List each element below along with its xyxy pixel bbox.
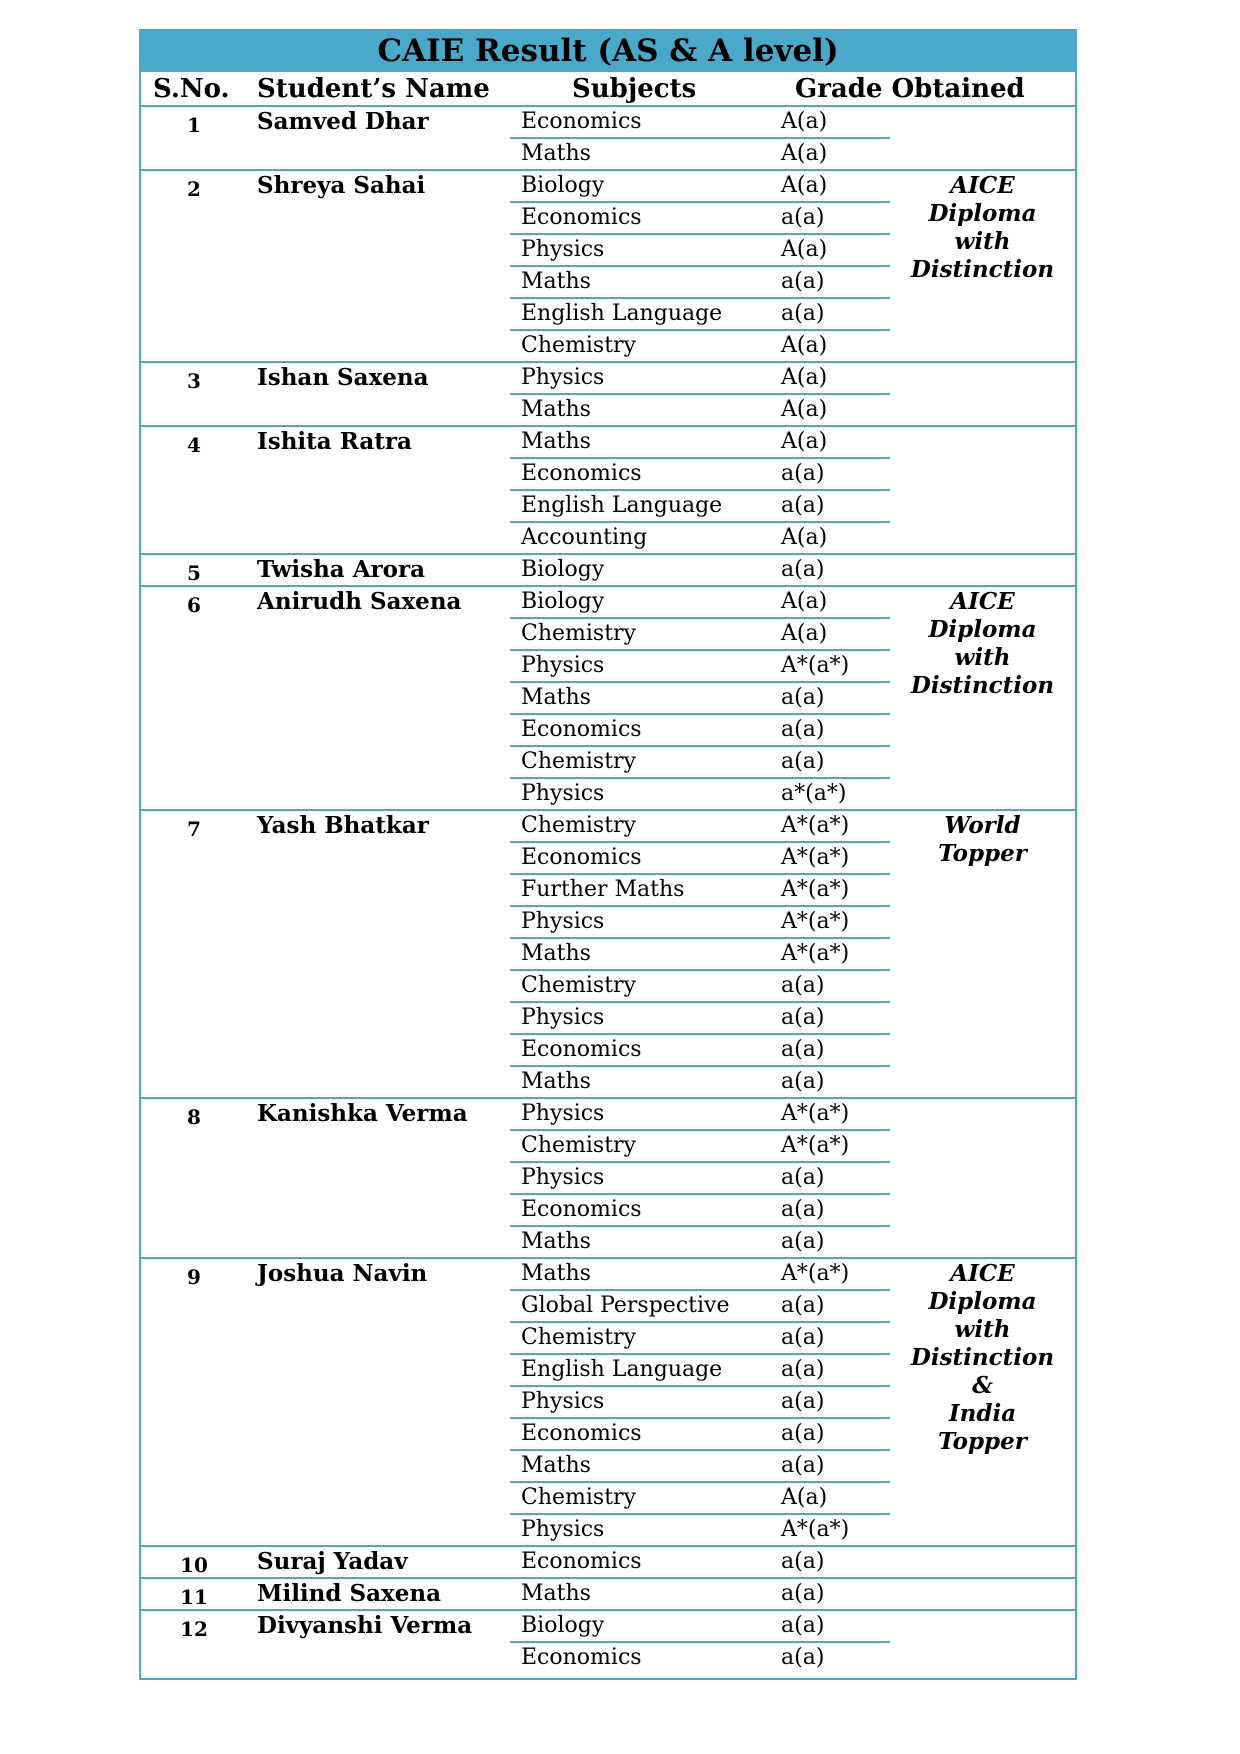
remark-line: Diploma: [928, 616, 1037, 643]
subject-row: [510, 555, 890, 587]
subject-name: Maths: [521, 1229, 591, 1254]
subject-name: Maths: [521, 141, 591, 166]
subject-name: Global Perspective: [521, 1293, 730, 1318]
subject-name: English Language: [521, 1357, 723, 1382]
subject-row: [510, 683, 890, 715]
student-group: [141, 1611, 1075, 1675]
subject-name: Physics: [521, 365, 605, 390]
grade-value: A(a): [781, 333, 828, 358]
student-name: Samved Dhar: [257, 108, 429, 135]
student-name: Kanishka Verma: [257, 1100, 468, 1127]
student-group: [141, 107, 1075, 171]
grade-value: a(a): [781, 1453, 825, 1478]
grade-value: a(a): [781, 1357, 825, 1382]
student-name: Divyanshi Verma: [257, 1612, 473, 1639]
subject-name: Maths: [521, 1581, 591, 1606]
subject-name: Further Maths: [521, 877, 685, 902]
subject-name: Maths: [521, 1453, 591, 1478]
grade-value: a(a): [781, 1613, 825, 1638]
subject-name: Biology: [521, 589, 605, 614]
student-group: [141, 1579, 1075, 1611]
grade-value: a(a): [781, 1389, 825, 1414]
student-group: [141, 1099, 1075, 1259]
subject-name: Maths: [521, 1069, 591, 1094]
serial-number: 12: [180, 1617, 208, 1641]
remark-line: Diploma: [928, 1288, 1037, 1315]
subject-row: [510, 1291, 890, 1323]
subject-row: [510, 1515, 890, 1547]
subject-name: Maths: [521, 269, 591, 294]
subject-name: Chemistry: [521, 333, 636, 358]
subject-name: Economics: [521, 461, 642, 486]
subject-row: [510, 523, 890, 555]
grade-value: a(a): [781, 1325, 825, 1350]
grade-value: a(a): [781, 973, 825, 998]
remark-line: AICE: [950, 1260, 1015, 1287]
subject-name: Economics: [521, 205, 642, 230]
subject-row: [510, 843, 890, 875]
subject-row: [510, 619, 890, 651]
subject-row: [510, 427, 890, 459]
serial-number: 3: [187, 369, 201, 393]
subject-name: Chemistry: [521, 1133, 636, 1158]
subject-row: [510, 235, 890, 267]
header-subjects: Subjects: [572, 74, 697, 104]
subject-row: [510, 267, 890, 299]
subject-row: [510, 1163, 890, 1195]
subject-row: [510, 1643, 890, 1675]
subject-row: [510, 747, 890, 779]
serial-number: 4: [187, 433, 201, 457]
grade-value: A*(a*): [781, 813, 850, 838]
subject-row: [510, 939, 890, 971]
remark-line: World: [944, 812, 1021, 839]
student-group: [141, 171, 1075, 363]
subject-row: [510, 811, 890, 843]
grade-value: a(a): [781, 1229, 825, 1254]
remark-line: AICE: [950, 172, 1015, 199]
subject-name: Physics: [521, 653, 605, 678]
subject-row: [510, 715, 890, 747]
subject-row: [510, 1611, 890, 1643]
remark-line: with: [954, 644, 1011, 671]
serial-number: 9: [187, 1265, 201, 1289]
grade-value: a(a): [781, 685, 825, 710]
subject-row: [510, 875, 890, 907]
subject-row: [510, 491, 890, 523]
grade-value: A*(a*): [781, 845, 850, 870]
student-group: [141, 1547, 1075, 1579]
student-group: [141, 1259, 1075, 1547]
student-name: Suraj Yadav: [257, 1548, 408, 1575]
grade-value: a(a): [781, 1645, 825, 1670]
remark-line: India: [948, 1400, 1017, 1427]
subject-name: Maths: [521, 1261, 591, 1286]
remark-note: [890, 588, 1075, 700]
grade-value: A*(a*): [781, 1133, 850, 1158]
subject-name: Economics: [521, 717, 642, 742]
subject-name: Accounting: [521, 525, 648, 550]
remark-line: with: [954, 228, 1011, 255]
grade-value: a(a): [781, 205, 825, 230]
subject-row: [510, 1227, 890, 1259]
subject-name: Chemistry: [521, 1485, 636, 1510]
subject-name: Chemistry: [521, 813, 636, 838]
subject-name: Physics: [521, 1005, 605, 1030]
subject-row: [510, 1355, 890, 1387]
grade-value: A(a): [781, 365, 828, 390]
student-group: [141, 555, 1075, 587]
subject-row: [510, 331, 890, 363]
header-grade: Grade Obtained: [795, 74, 1025, 104]
student-name: Twisha Arora: [257, 556, 426, 583]
student-name: Milind Saxena: [257, 1580, 441, 1607]
header-row: [141, 72, 1075, 107]
subject-name: Biology: [521, 1613, 605, 1638]
subject-row: [510, 907, 890, 939]
subject-name: Economics: [521, 109, 642, 134]
remark-line: Topper: [938, 1428, 1027, 1455]
grade-value: A(a): [781, 141, 828, 166]
subject-name: Biology: [521, 173, 605, 198]
header-sno: S.No.: [153, 74, 230, 104]
student-name: Yash Bhatkar: [257, 812, 429, 839]
remark-note: [890, 172, 1075, 284]
grade-value: A*(a*): [781, 909, 850, 934]
grade-value: A(a): [781, 589, 828, 614]
subject-row: [510, 651, 890, 683]
grade-value: a(a): [781, 269, 825, 294]
grade-value: a(a): [781, 301, 825, 326]
grade-value: A(a): [781, 621, 828, 646]
subject-row: [510, 1067, 890, 1099]
subject-name: Chemistry: [521, 621, 636, 646]
serial-number: 2: [187, 177, 201, 201]
subject-row: [510, 971, 890, 1003]
subject-row: [510, 1419, 890, 1451]
serial-number: 1: [187, 113, 201, 137]
subject-name: Physics: [521, 1389, 605, 1414]
serial-number: 5: [187, 561, 201, 585]
subject-name: Physics: [521, 1101, 605, 1126]
grade-value: a(a): [781, 461, 825, 486]
serial-number: 6: [187, 593, 201, 617]
grade-value: A*(a*): [781, 877, 850, 902]
grade-value: a(a): [781, 1549, 825, 1574]
subject-row: [510, 1547, 890, 1579]
grade-value: A(a): [781, 237, 828, 262]
grade-value: A*(a*): [781, 653, 850, 678]
grade-value: a(a): [781, 717, 825, 742]
grade-value: a(a): [781, 749, 825, 774]
grade-value: A(a): [781, 397, 828, 422]
grade-value: a(a): [781, 493, 825, 518]
subject-name: Chemistry: [521, 749, 636, 774]
remark-line: Diploma: [928, 200, 1037, 227]
remark-line: Distinction: [910, 256, 1055, 283]
subject-name: Physics: [521, 1165, 605, 1190]
student-group: [141, 587, 1075, 811]
grade-value: A*(a*): [781, 1261, 850, 1286]
grade-value: a(a): [781, 1165, 825, 1190]
grade-value: A(a): [781, 525, 828, 550]
grade-value: a(a): [781, 1005, 825, 1030]
grade-value: A*(a*): [781, 1101, 850, 1126]
grade-value: A(a): [781, 429, 828, 454]
subject-name: Economics: [521, 1421, 642, 1446]
grade-value: A(a): [781, 1485, 828, 1510]
result-table: [139, 29, 1077, 1680]
subject-name: Economics: [521, 1549, 642, 1574]
subject-name: Physics: [521, 1517, 605, 1542]
grade-value: A(a): [781, 109, 828, 134]
remark-line: &: [972, 1372, 993, 1399]
remark-line: AICE: [950, 588, 1015, 615]
subject-row: [510, 459, 890, 491]
subject-row: [510, 1387, 890, 1419]
subject-row: [510, 299, 890, 331]
subject-name: English Language: [521, 493, 723, 518]
serial-number: 11: [180, 1585, 208, 1609]
grade-value: a(a): [781, 1069, 825, 1094]
grade-value: a(a): [781, 1421, 825, 1446]
table-title: CAIE Result (AS & A level): [141, 31, 1075, 72]
subject-name: Maths: [521, 429, 591, 454]
student-group: [141, 427, 1075, 555]
subject-row: [510, 1099, 890, 1131]
subject-row: [510, 171, 890, 203]
subject-row: [510, 139, 890, 171]
subject-name: Economics: [521, 845, 642, 870]
subject-row: [510, 1195, 890, 1227]
student-group: [141, 811, 1075, 1099]
subject-name: Economics: [521, 1645, 642, 1670]
grade-value: a(a): [781, 1197, 825, 1222]
subject-row: [510, 1259, 890, 1291]
subject-row: [510, 587, 890, 619]
subject-name: Biology: [521, 557, 605, 582]
serial-number: 8: [187, 1105, 201, 1129]
subject-name: Maths: [521, 397, 591, 422]
remark-line: Distinction: [910, 1344, 1055, 1371]
subject-row: [510, 203, 890, 235]
subject-name: Chemistry: [521, 973, 636, 998]
student-name: Shreya Sahai: [257, 172, 426, 199]
grade-value: a(a): [781, 1293, 825, 1318]
subject-name: Economics: [521, 1197, 642, 1222]
subject-name: Physics: [521, 909, 605, 934]
subject-row: [510, 1451, 890, 1483]
grade-value: A(a): [781, 173, 828, 198]
grade-value: a(a): [781, 1037, 825, 1062]
grade-value: A*(a*): [781, 941, 850, 966]
subject-name: English Language: [521, 301, 723, 326]
subject-row: [510, 1323, 890, 1355]
subject-name: Physics: [521, 237, 605, 262]
remark-note: [890, 812, 1075, 868]
remark-line: with: [954, 1316, 1011, 1343]
serial-number: 10: [180, 1553, 208, 1577]
remark-note: [890, 1260, 1075, 1456]
subject-name: Chemistry: [521, 1325, 636, 1350]
subject-row: [510, 1483, 890, 1515]
subject-name: Economics: [521, 1037, 642, 1062]
subject-row: [510, 395, 890, 427]
student-name: Ishita Ratra: [257, 428, 412, 455]
header-student-name: Student’s Name: [257, 74, 490, 104]
subject-row: [510, 107, 890, 139]
serial-number: 7: [187, 817, 201, 841]
subject-row: [510, 1131, 890, 1163]
grade-value: a*(a*): [781, 781, 847, 806]
subject-row: [510, 1035, 890, 1067]
student-group: [141, 363, 1075, 427]
subject-name: Maths: [521, 941, 591, 966]
subject-name: Physics: [521, 781, 605, 806]
subject-row: [510, 1003, 890, 1035]
student-name: Anirudh Saxena: [257, 588, 462, 615]
subject-row: [510, 1579, 890, 1611]
subject-name: Maths: [521, 685, 591, 710]
remark-line: Topper: [938, 840, 1027, 867]
grade-value: A*(a*): [781, 1517, 850, 1542]
grade-value: a(a): [781, 557, 825, 582]
subject-row: [510, 363, 890, 395]
remark-line: Distinction: [910, 672, 1055, 699]
grade-value: a(a): [781, 1581, 825, 1606]
student-name: Joshua Navin: [257, 1260, 428, 1287]
subject-row: [510, 779, 890, 811]
student-name: Ishan Saxena: [257, 364, 429, 391]
